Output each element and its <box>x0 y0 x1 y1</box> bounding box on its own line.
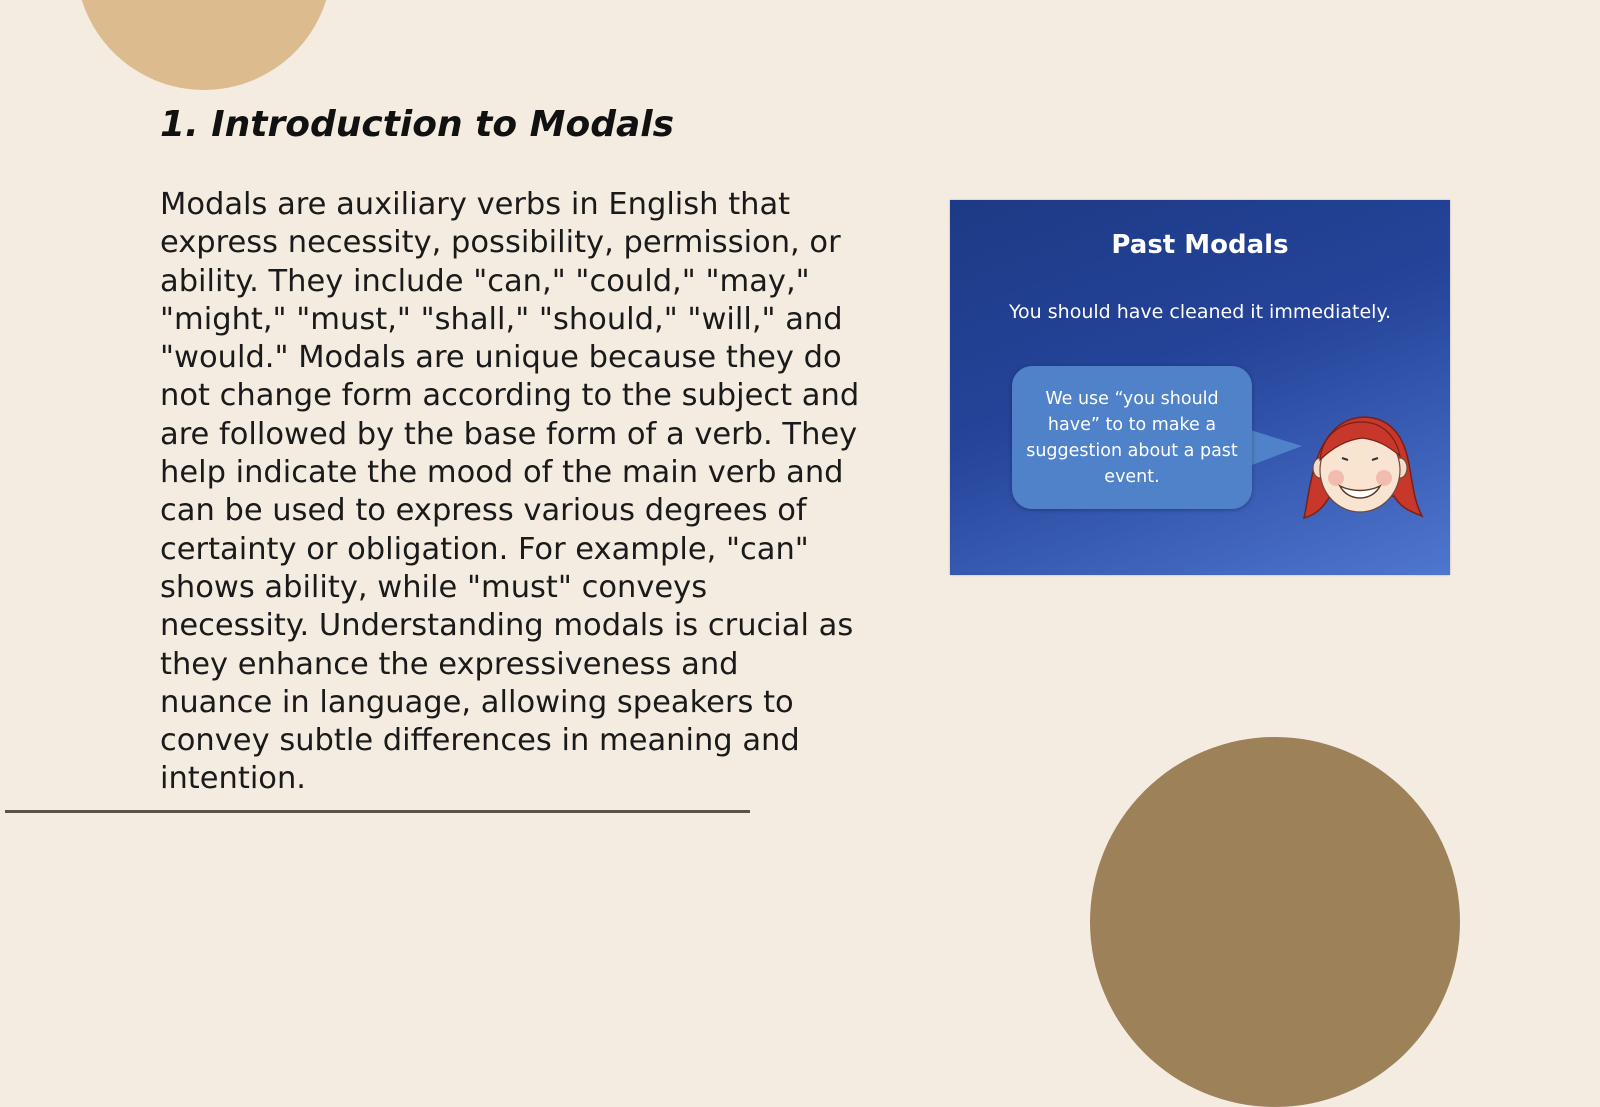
slide-title: 1. Introduction to Modals <box>160 104 675 145</box>
decorative-circle-bottom <box>1090 737 1460 1107</box>
speech-bubble <box>1012 366 1252 509</box>
speech-bubble-text: We use “you should have” to to make a suggestion about a past event. <box>1026 389 1238 487</box>
image-title: Past Modals <box>1111 230 1289 260</box>
past-modals-image <box>950 200 1450 575</box>
slide-body-text: Modals are auxiliary verbs in English that express necessity, possibility, permission, or ability. They include "can," "could," "may," "might," "must," "shall," "should," "will," and "would." Modals are unique because they do not change form according to the subject and are followed by the base form of a verb. They help indicate the mood of the main verb and can be used to express various degrees of certainty or obligation. For example, "can" shows ability, while "must" conveys necessity. Understanding modals is crucial as they enhance the expressiveness and nuance in language, allowing speakers to convey subtle differences in meaning and intention. <box>160 187 860 797</box>
image-example-sentence: You should have cleaned it immediately. <box>1008 301 1392 323</box>
decorative-circle-top <box>76 0 332 90</box>
cartoon-girl-face-icon <box>1296 410 1428 526</box>
divider-line <box>5 810 750 813</box>
